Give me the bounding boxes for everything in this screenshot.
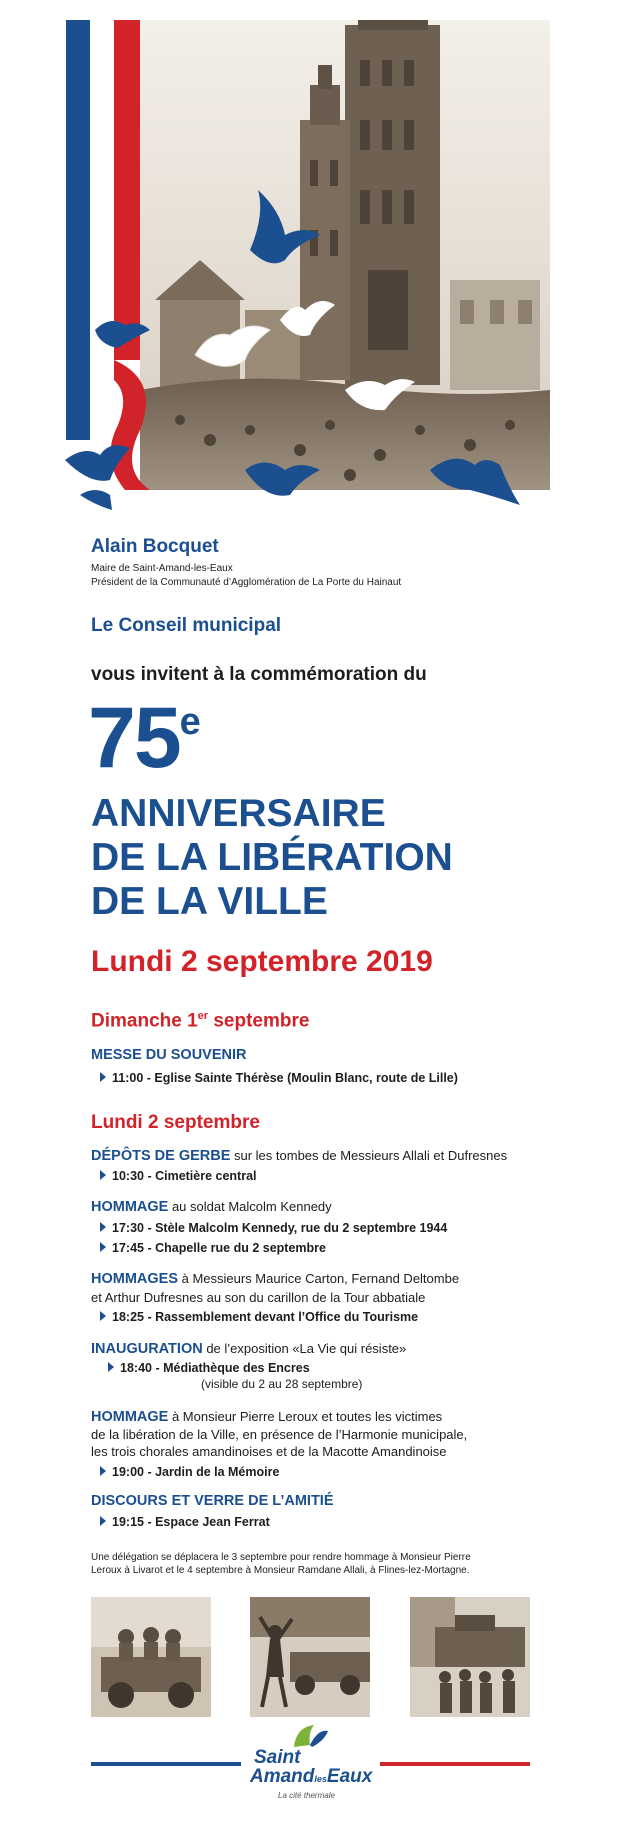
list-item <box>100 1221 447 1235</box>
triangle-bullet-icon <box>108 1362 114 1372</box>
sunday-heading <box>91 1010 309 1032</box>
item-text: 19:00 - Jardin de la Mémoire <box>112 1465 280 1479</box>
triangle-bullet-icon <box>100 1170 106 1180</box>
list-item <box>100 1169 257 1183</box>
event-depots-desc: sur les tombes de Messieurs Allali et Dufresnes <box>230 1148 508 1163</box>
item-text: 10:30 - Cimetière central <box>112 1169 257 1183</box>
list-item <box>100 1515 270 1529</box>
triangle-bullet-icon <box>100 1311 106 1321</box>
city-logo <box>248 1733 372 1825</box>
event-inauguration-desc: de l’exposition «La Vie qui résiste» <box>202 1341 407 1356</box>
event-hommages-title: HOMMAGES <box>91 1271 178 1287</box>
item-text: 18:25 - Rassemblement devant l’Office du Tourisme <box>112 1310 419 1324</box>
triangle-bullet-icon <box>100 1072 106 1082</box>
event-hommage-kennedy <box>91 1199 332 1215</box>
list-item <box>100 1241 326 1255</box>
list-item <box>100 1310 418 1324</box>
footer-rule-red <box>380 1762 530 1766</box>
photo-celebration <box>250 1597 370 1717</box>
mayor-name: Alain Bocquet <box>91 536 219 557</box>
triangle-bullet-icon <box>100 1242 106 1252</box>
logo-line1: Saint <box>254 1747 301 1768</box>
event-depots-title: DÉPÔTS DE GERBE <box>91 1148 231 1164</box>
list-item <box>108 1361 310 1375</box>
anniversary-number-value: 75 <box>88 690 180 786</box>
item-time: 11:00 <box>112 1071 144 1085</box>
event-hommages <box>91 1271 459 1287</box>
footnote-line2: Leroux à Livarot et le 4 septembre à Monsieur Ramdane Allali, à Flines-lez-Mortagne. <box>91 1565 470 1576</box>
event-leroux-desc-line3: les trois chorales amandinoises et de la Macotte Amandinoise <box>91 1444 447 1459</box>
monday-heading: Lundi 2 septembre <box>91 1112 260 1133</box>
event-leroux-desc-line2: de la libération de la Ville, en présence de l’Harmonie municipale, <box>91 1427 468 1442</box>
item-place: Eglise Sainte Thérèse (Moulin Blanc, route de Lille) <box>154 1071 458 1085</box>
item-text: 17:30 - Stèle Malcolm Kennedy, rue du 2 septembre 1944 <box>112 1221 448 1235</box>
item-text: 17:45 - Chapelle rue du 2 septembre <box>112 1241 326 1255</box>
list-item: 11:00 - Eglise Sainte Thérèse (Moulin Blanc, route de Lille) <box>100 1071 458 1085</box>
event-hommages-desc: à Messieurs Maurice Carton, Fernand Deltombe <box>178 1271 460 1286</box>
item-text: 18:40 - Médiathèque des Encres <box>120 1361 310 1375</box>
item-text: 19:15 - Espace Jean Ferrat <box>112 1515 270 1529</box>
mayor-title-line1: Maire de Saint-Amand-les-Eaux <box>91 563 233 574</box>
event-inauguration <box>91 1341 406 1357</box>
invitation-line: vous invitent à la commémoration du <box>91 664 427 685</box>
logo-amand: Amand <box>250 1766 315 1787</box>
logo-eaux: Eaux <box>326 1766 373 1787</box>
footer-rule-blue <box>91 1762 241 1766</box>
event-leroux-desc: à Monsieur Pierre Leroux et toutes les victimes <box>168 1409 443 1424</box>
event-discours: DISCOURS ET VERRE DE L’AMITIÉ <box>91 1493 334 1509</box>
tricolore-ribbon <box>66 20 150 490</box>
photo-tank-crowd <box>410 1597 530 1717</box>
triangle-bullet-icon <box>100 1222 106 1232</box>
event-depots <box>91 1148 507 1164</box>
event-hommage-desc: au soldat Malcolm Kennedy <box>168 1199 332 1214</box>
title-line3: DE LA VILLE <box>91 880 328 923</box>
event-leroux-title: HOMMAGE <box>91 1409 169 1425</box>
sunday-day-rest: septembre <box>208 1010 310 1032</box>
event-date: Lundi 2 septembre 2019 <box>91 945 433 978</box>
sunday-day: Dimanche 1 <box>91 1010 198 1032</box>
title-line2: DE LA LIBÉRATION <box>91 836 453 879</box>
event-inauguration-title: INAUGURATION <box>91 1341 203 1357</box>
event-hommage-leroux <box>91 1409 442 1425</box>
footnote-line1: Une délégation se déplacera le 3 septembre pour rendre hommage à Monsieur Pierre <box>91 1552 471 1563</box>
sunday-day-sup: er <box>197 1010 209 1022</box>
triangle-bullet-icon <box>100 1516 106 1526</box>
anniversary-number <box>88 690 201 786</box>
triangle-bullet-icon <box>100 1466 106 1476</box>
hero-illustration <box>0 0 620 520</box>
abbey-tower <box>300 20 440 385</box>
anniversary-suffix: e <box>179 701 201 743</box>
inauguration-visibility-note: (visible du 2 au 28 septembre) <box>201 1377 363 1391</box>
logo-line2 <box>250 1766 372 1788</box>
council-name: Le Conseil municipal <box>91 615 282 636</box>
mayor-title-line2: Président de la Communauté d’Agglomération de La Porte du Hainaut <box>91 577 402 588</box>
photo-jeep-soldiers <box>91 1597 211 1717</box>
event-hommages-desc-line2: et Arthur Dufresnes au son du carillon de la Tour abbatiale <box>91 1290 426 1305</box>
event-hommage-title: HOMMAGE <box>91 1199 169 1215</box>
logo-tagline: La cité thermale <box>278 1791 335 1800</box>
title-line1: ANNIVERSAIRE <box>91 792 386 835</box>
sunday-event: MESSE DU SOUVENIR <box>91 1047 247 1063</box>
logo-les: les <box>314 1774 327 1784</box>
list-item <box>100 1465 279 1479</box>
